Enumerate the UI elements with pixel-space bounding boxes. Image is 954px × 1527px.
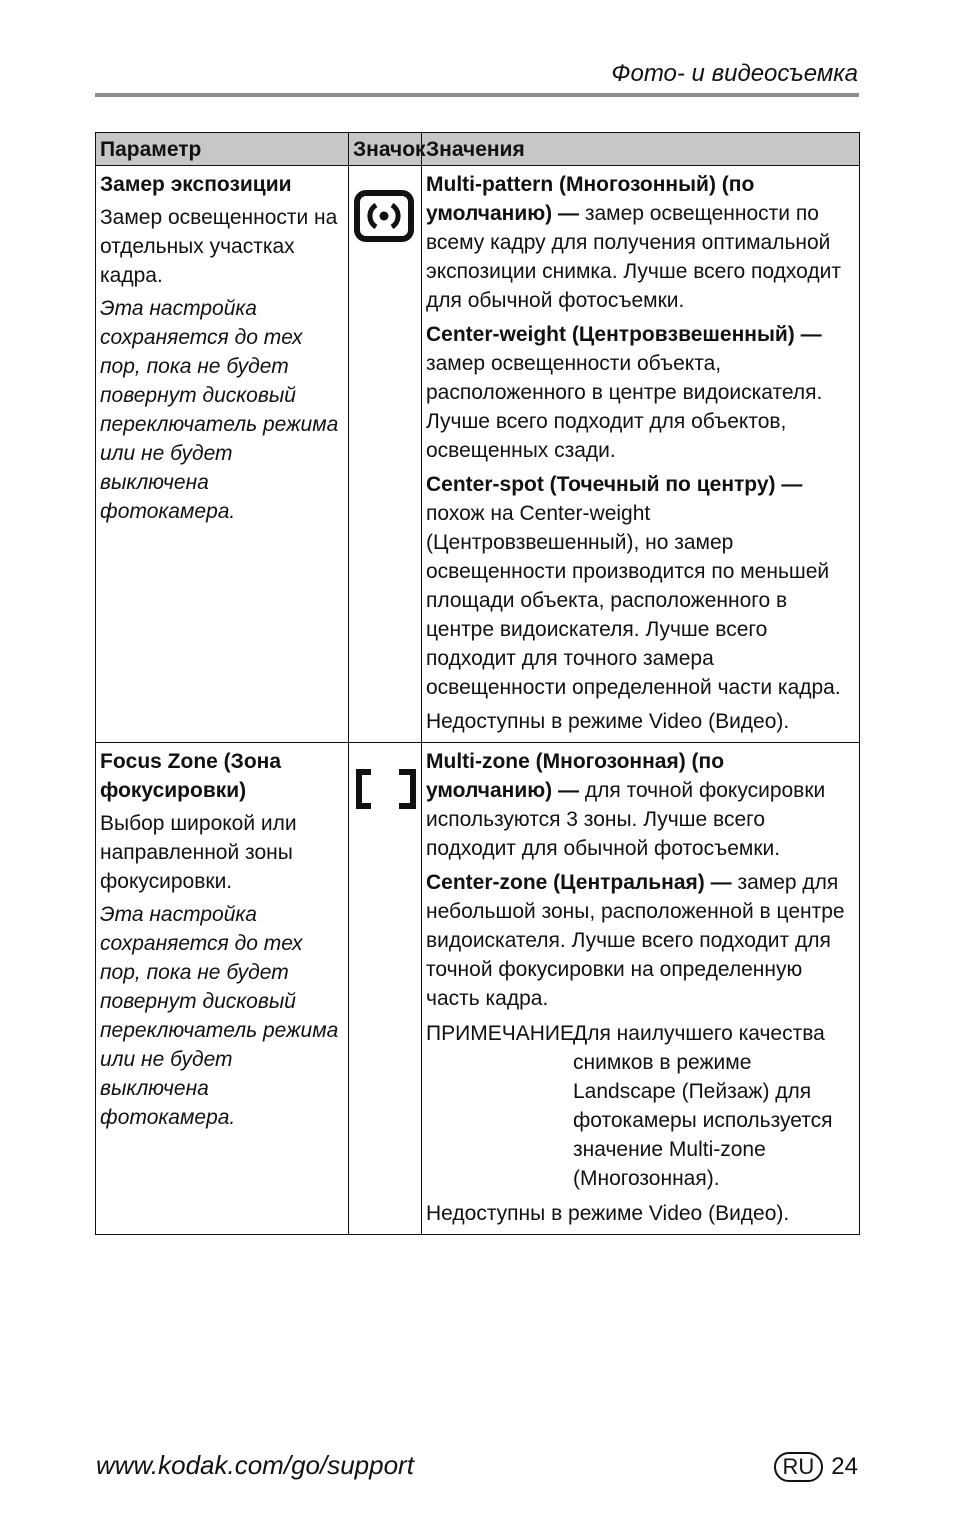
parameter-description: Замер освещенности на отдельных участках кадра. — [100, 206, 338, 287]
parameter-title: Focus Zone (Зона фокусировки) — [100, 750, 282, 802]
unavailable-note: Недоступны в режиме Video (Видео). — [426, 710, 790, 733]
settings-table — [95, 132, 860, 1235]
icon-cell — [349, 166, 422, 743]
metering-icon — [354, 190, 414, 242]
value-option: Multi-pattern (Многозонный) (по умолчанию) — замер освещенности по всему кадру для получения оптимальной экспозиции снимка. Лучше всего подходит для обычной фотосъемки. — [426, 173, 841, 312]
values-cell — [422, 743, 860, 1235]
column-header-values: Значения — [422, 133, 860, 166]
support-url[interactable]: www.kodak.com/go/support — [96, 1450, 414, 1480]
table-row — [96, 743, 860, 1235]
page-footer — [774, 1452, 858, 1482]
value-option: Center-spot (Точечный по центру) — похож на Center-weight (Центровзвешенный), но замер освещенности производится по меньшей площади объекта, расположенного в центре видоискателя. Лучше всего подходит для точного замера освещенности определенной части кадра. — [426, 473, 841, 699]
note-text: Для наилучшего качества снимков в режиме Landscape (Пейзаж) для фотокамеры используется значение Multi-zone (Многозонная). — [573, 1022, 833, 1190]
parameter-cell — [96, 743, 349, 1235]
value-option: Center-weight (Центровзвешенный) — замер освещенности объекта, расположенного в центре видоискателя. Лучше всего подходит для объектов, освещенных сзади. — [426, 323, 823, 462]
header-divider — [95, 93, 859, 97]
parameter-note: Эта настройка сохраняется до тех пор, пока не будет повернут дисковый переключатель режима или не будет выключена фотокамера. — [100, 903, 339, 1129]
icon-cell — [349, 743, 422, 1235]
language-badge: RU — [774, 1452, 824, 1482]
values-cell — [422, 166, 860, 743]
running-header-title: Фото- и видеосъемка — [611, 60, 858, 87]
parameter-description: Выбор широкой или направленной зоны фокусировки. — [100, 812, 297, 893]
table-header-row — [96, 133, 860, 166]
value-option: Center-zone (Центральная) — замер для небольшой зоны, расположенной в центре видоискателя. Лучше всего подходит для точной фокусировки на определенную часть кадра. — [426, 871, 845, 1010]
page-number: 24 — [831, 1453, 858, 1480]
note-block — [426, 1019, 856, 1193]
parameter-cell — [96, 166, 349, 743]
focus-zone-icon — [355, 769, 417, 809]
column-header-icon: Значок — [349, 133, 422, 166]
unavailable-note: Недоступны в режиме Video (Видео). — [426, 1202, 790, 1225]
parameter-title: Замер экспозиции — [100, 173, 292, 196]
value-option: Multi-zone (Многозонная) (по умолчанию) — для точной фокусировки используются 3 зоны. Лучше всего подходит для обычной фотосъемки. — [426, 750, 826, 860]
column-header-parameter: Параметр — [96, 133, 349, 166]
parameter-note: Эта настройка сохраняется до тех пор, пока не будет повернут дисковый переключатель режима или не будет выключена фотокамера. — [100, 297, 339, 523]
note-label: ПРИМЕЧАНИЕ. — [426, 1022, 580, 1045]
table-row — [96, 166, 860, 743]
